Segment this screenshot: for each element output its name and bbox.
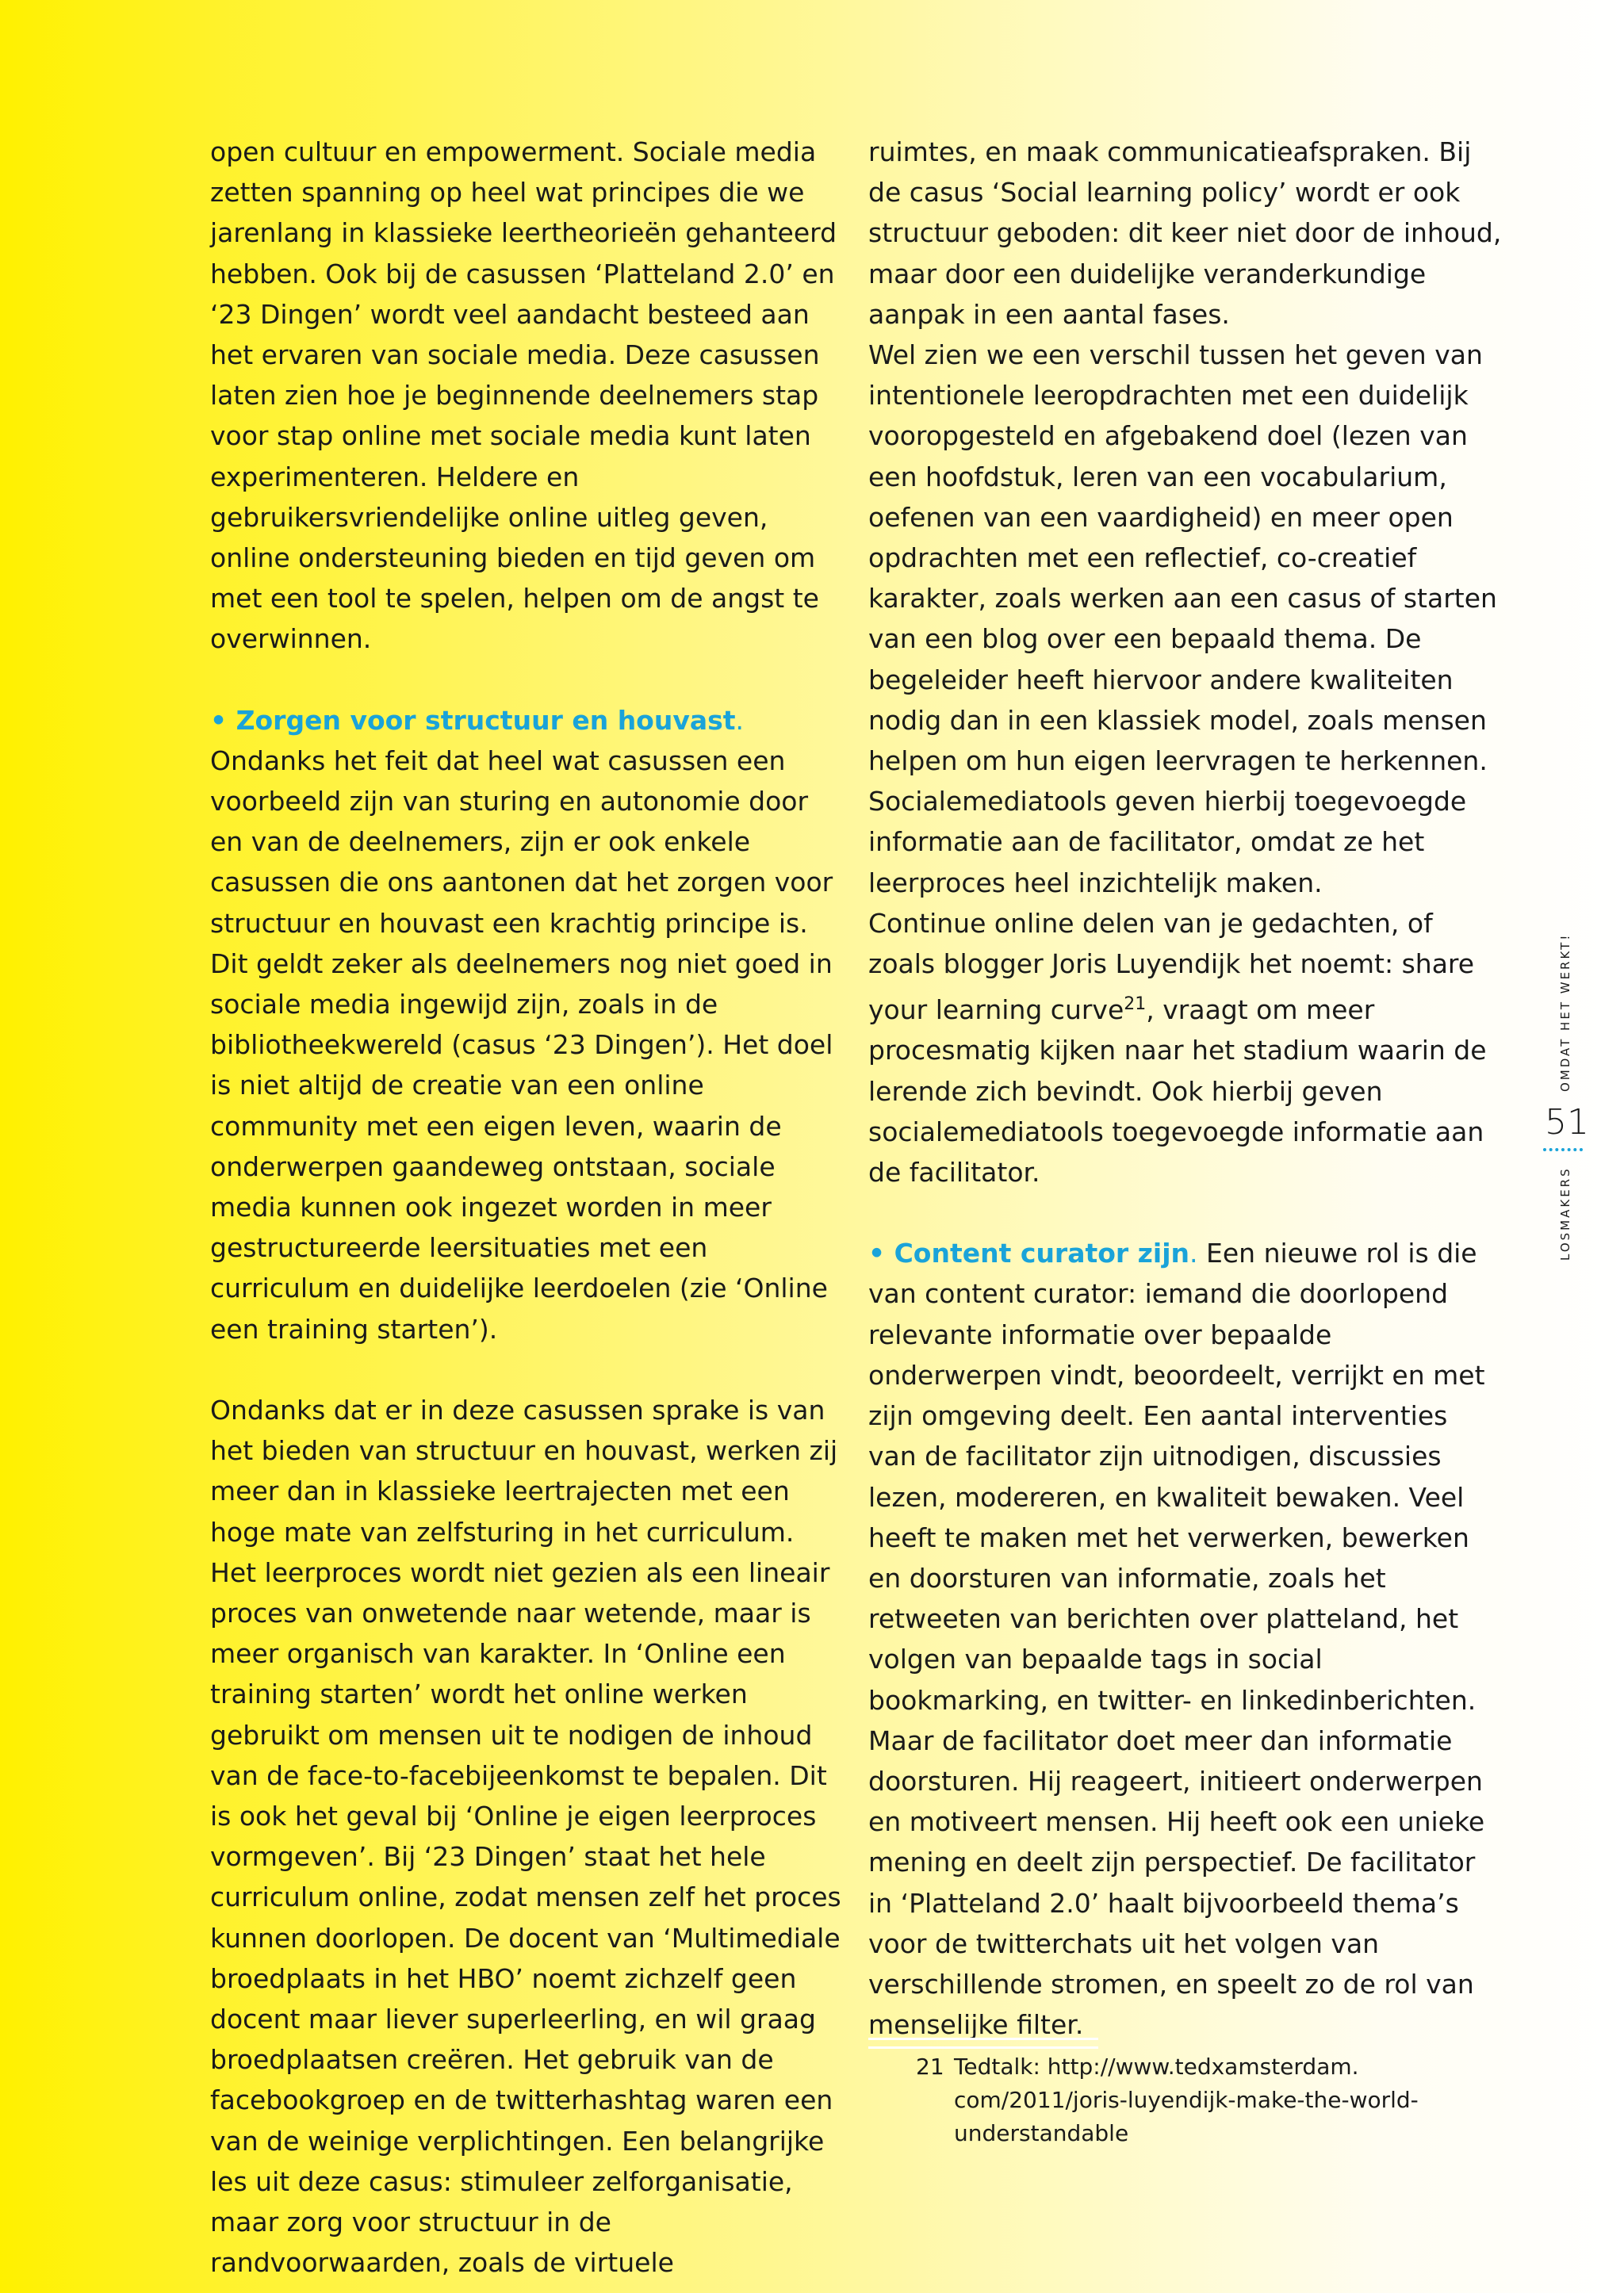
paragraph: ruimtes, en maak communicatieafspraken. Bij de casus ‘Social learning policy’ wordt er ook structuur geboden: dit keer niet door de inhoud, maar door een duidelijke veranderkundige aanpak in een aantal fases. [868,136,1502,330]
section-heading: • Content curator zijn [868,1238,1190,1269]
running-title: OMDAT HET WERKT! [1558,932,1572,1092]
left-column [210,132,845,2283]
publication-title: LOSMAKERS [1558,1166,1572,1261]
footnote [916,2050,1487,2150]
paragraph-text: Continue online delen van je gedachten, of zoals blogger Joris Luyendijk het noemt: share your learning curve [868,907,1475,1026]
footnote-line: understandable [954,2120,1129,2146]
dotted-rule [1543,1148,1583,1151]
paragraph: Wel zien we een verschil tussen het geven van intentionele leeropdrachten met een duidelijk vooropgesteld en afgebakend doel (lezen van een hoofdstuk, leren van een vocabularium, oefenen van een vaardigheid) en meer open opdrachten met een reflectief, co-creatief karakter, zoals werken aan een casus of starten van een blog over een bepaald thema. De begeleider heeft hiervoor andere kwaliteiten nodig dan in een klassiek model, zoals mensen helpen om hun eigen leervragen te herkennen. Socialemediatools geven hierbij toegevoegde informatie aan de facilitator, omdat ze het leerproces heel inzichtelijk maken. [868,339,1497,898]
right-column [868,132,1503,2045]
paragraph-structuur [210,700,845,1349]
paragraph [868,903,1503,1192]
footnote-rule [868,2038,1098,2049]
footnote-ref: 21 [1124,994,1147,1015]
paragraph-text: Een nieuwe rol is die van content curator: iemand die doorlopend relevante informatie over bepaalde onderwerpen vindt, beoordeelt, verrijkt en met zijn omgeving deelt. Een aantal interventies van de facilitator zijn uitnodigen, discussies lezen, modereren, en kwaliteit bewaken. Veel heeft te maken met het verwerken, bewerken en doorsturen van informatie, zoals het retweeten van berichten over platteland, het volgen van bepaalde tags in social bookmarking, en twitter- en linkedinberichten. Maar de facilitator doet meer dan informatie doorsturen. Hij reageert, initieert onderwerpen en motiveert mensen. Hij heeft ook een unieke mening en deelt zijn perspectief. De facilitator in ‘Platteland 2.0’ haalt bijvoorbeeld thema’s voor de twitterchats uit het volgen van verschillende stromen, en speelt zo de rol van menselijke filter. [868,1238,1485,2041]
paragraph-text: Ondanks het feit dat heel wat casussen een voorbeeld zijn van sturing en autonomie door en van de deelnemers, zijn er ook enkele casussen die ons aantonen dat het zorgen voor structuur en houvast een krachtig principe is. Dit geldt zeker als deelnemers nog niet goed in sociale media ingewijd zijn, zoals in de bibliotheekwereld (casus ‘23 Dingen’). Het doel is niet altijd de creatie van een online community met een eigen leven, waarin de onderwerpen gaandeweg ontstaan, sociale media kunnen ook ingezet worden in meer gestructureerde leersituaties met een curriculum en duidelijke leerdoelen (zie ‘Online een training starten’). [210,745,833,1345]
footnote-line: com/2011/joris-luyendijk-make-the-world- [954,2087,1419,2113]
footnote-text: Tedtalk: http://www.tedxamsterdam. [954,2054,1359,2080]
paragraph: open cultuur en empowerment. Sociale media zetten spanning op heel wat principes die we jarenlang in klassieke leertheorieën gehanteerd hebben. Ook bij de casussen ‘Platteland 2.0’ en ‘23 Dingen’ wordt veel aandacht besteed aan het ervaren van sociale media. Deze casussen laten zien hoe je beginnende deelnemers stap voor stap online met sociale media kunt laten experimenteren. Heldere en gebruikersvriendelijke online uitleg geven, online ondersteuning bieden en tijd geven om met een tool te spelen, helpen om de angst te overwinnen. [210,136,837,655]
paragraph-curator [868,1233,1503,2045]
footnote-line [916,2050,1487,2084]
footnote-number: 21 [916,2054,944,2080]
heading-period: . [1189,1238,1198,1269]
paragraph-text: , vraagt om meer procesmatig kijken naar het stadium waarin de lerende zich bevindt. Ook hierbij geven socialemediatools toegevoegde informatie aan de facilitator. [868,994,1487,1189]
page-number: 51 [1545,1102,1589,1143]
paragraph: Ondanks dat er in deze casussen sprake is van het bieden van structuur en houvast, werken zij meer dan in klassieke leertrajecten met een hoge mate van zelfsturing in het curriculum. Het leerproces wordt niet gezien als een lineair proces van onwetende naar wetende, maar is meer organisch van karakter. In ‘Online een training starten’ wordt het online werken gebruikt om mensen uit te nodigen de inhoud van de face-to-facebijeenkomst te bepalen. Dit is ook het geval bij ‘Online je eigen leerproces vormgeven’. Bij ‘23 Dingen’ staat het hele curriculum online, zodat mensen zelf het proces kunnen doorlopen. De docent van ‘Multimediale broedplaats in het HBO’ noemt zichzelf geen docent maar liever superleerling, en wil graag broedplaatsen creëren. Het gebruik van de facebookgroep en de twitterhashtag waren een van de weinige verplichtingen. Een belangrijke les uit deze casus: stimuleer zelforganisatie, maar zorg voor structuur in de randvoorwaarden, zoals de virtuele [210,1394,841,2279]
section-heading: • Zorgen voor structuur en houvast [210,704,736,736]
heading-period: . [735,704,745,736]
